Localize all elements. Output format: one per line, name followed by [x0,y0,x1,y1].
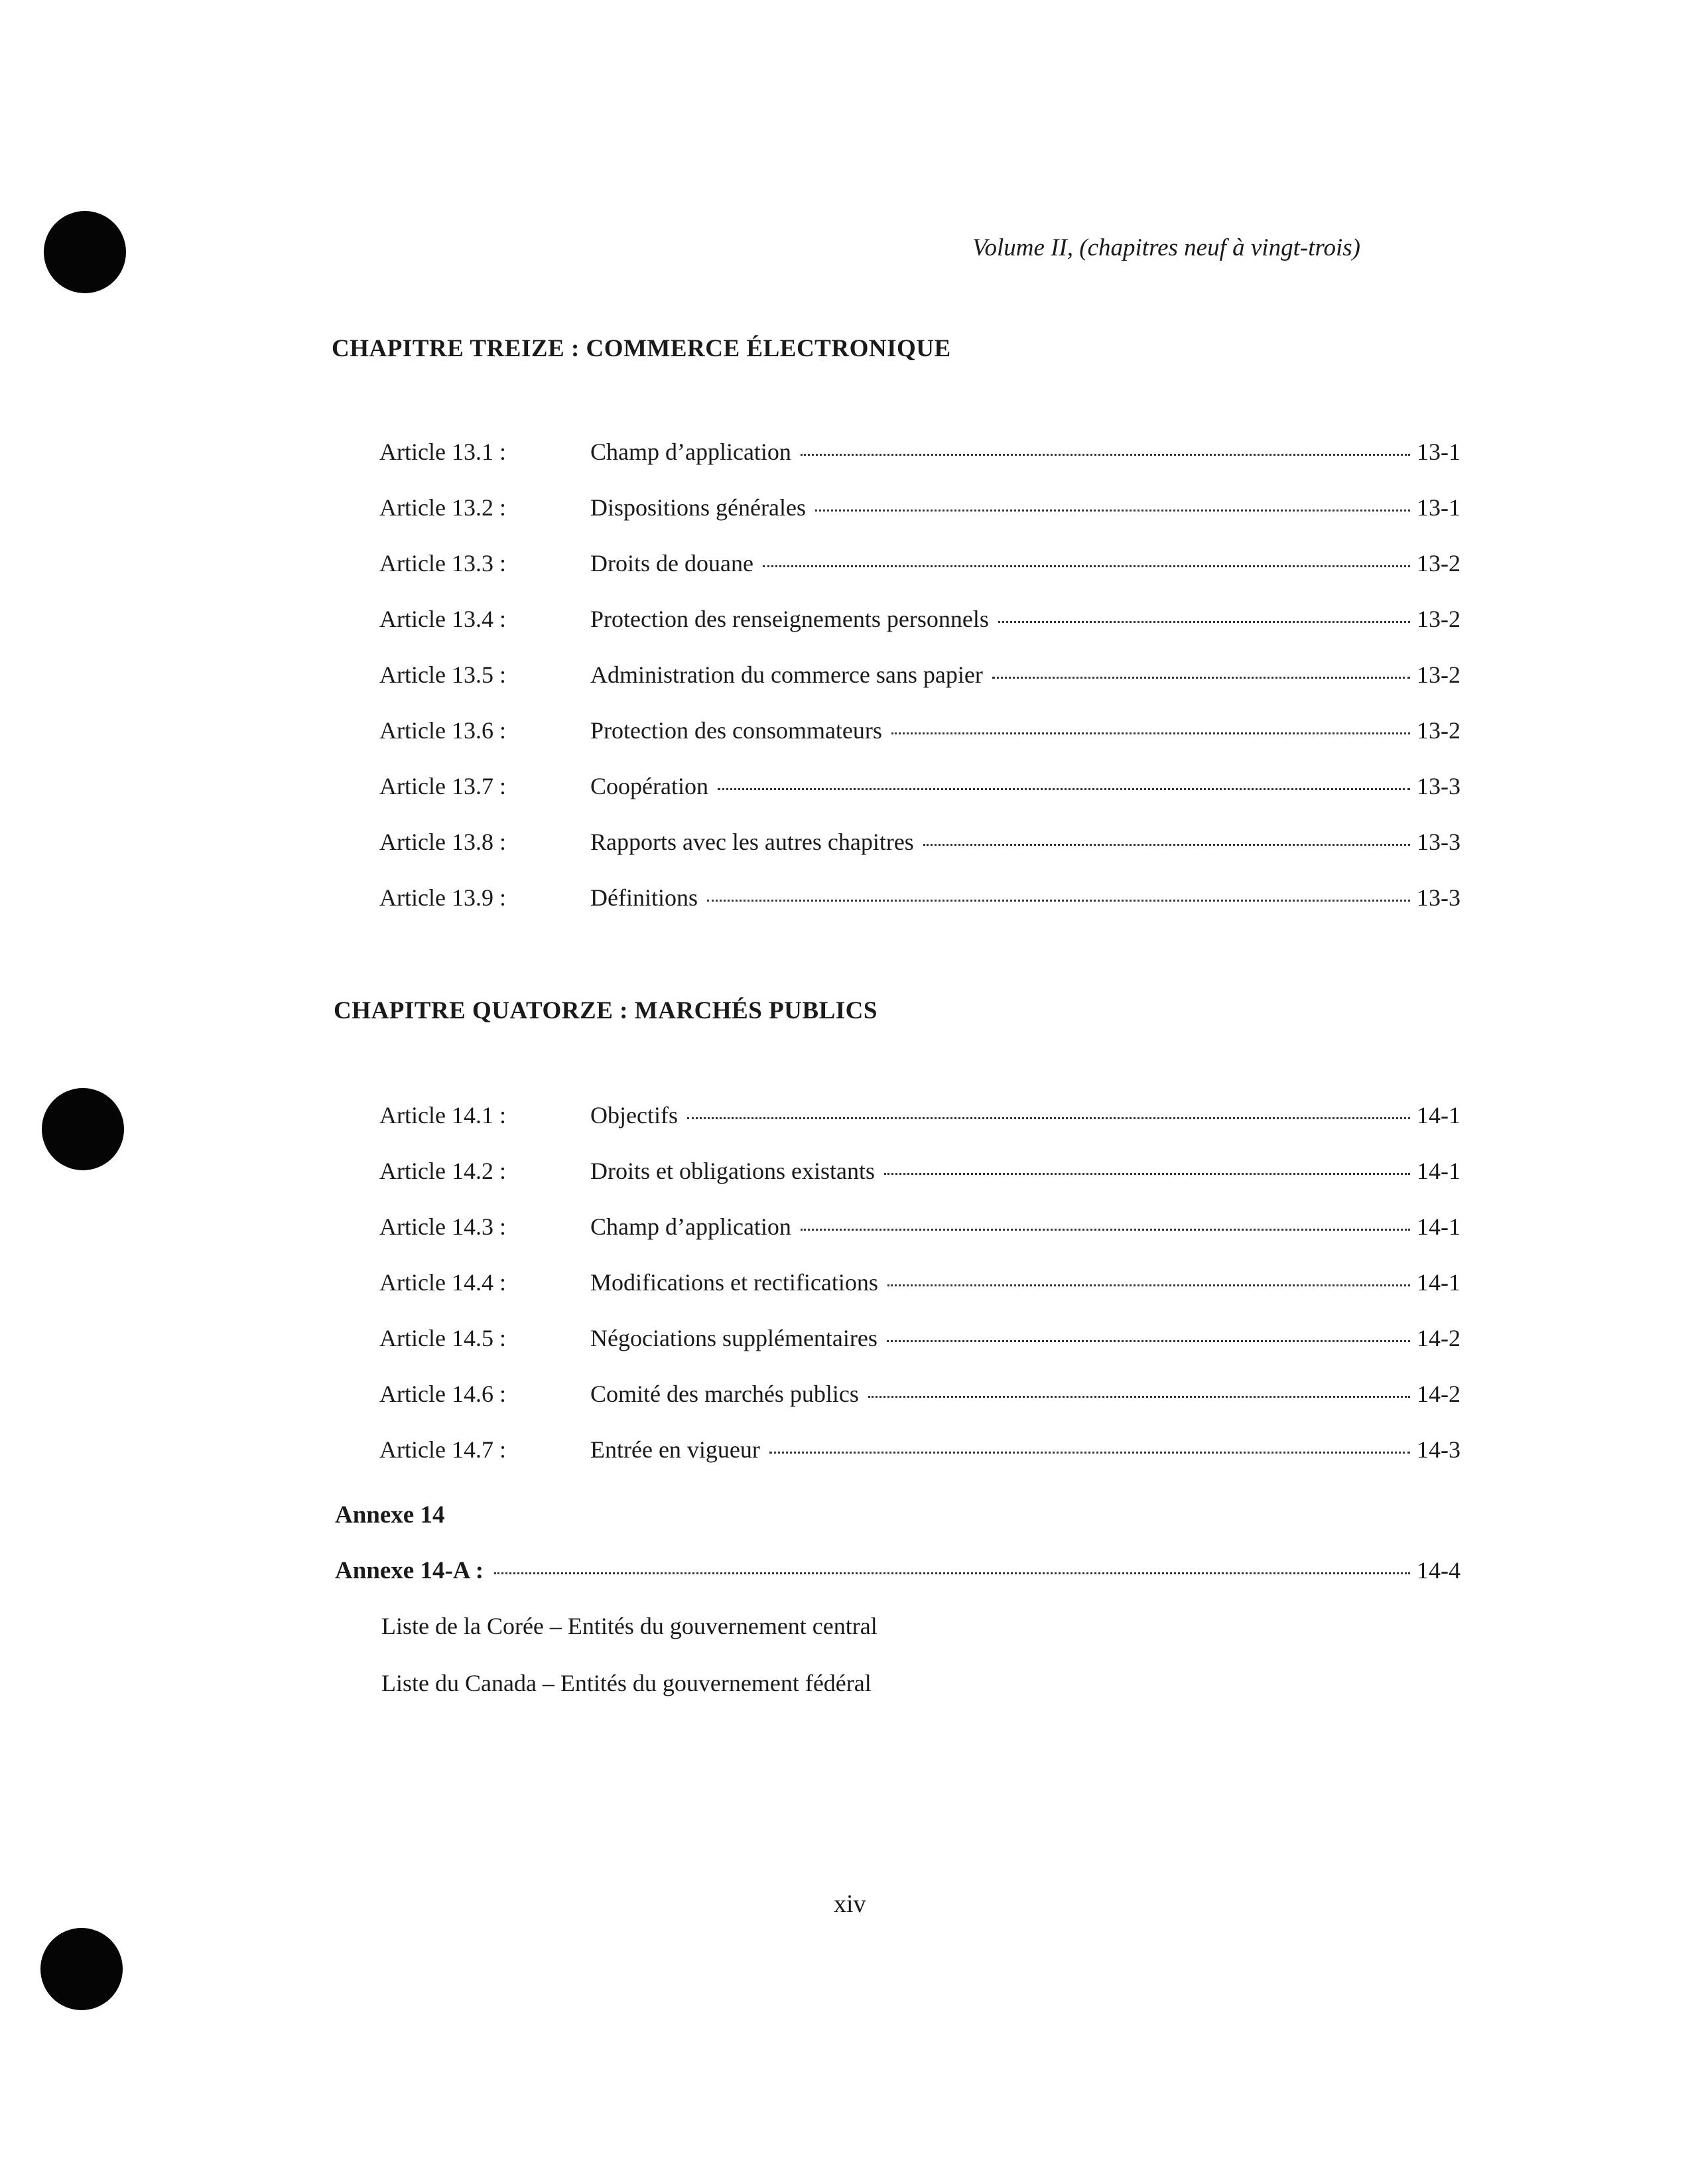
article-number: Article 13.7 : [379,773,506,799]
dot-leader [769,1452,1410,1454]
article-title: Protection des renseignements personnels [590,606,989,632]
chapter-13-title: CHAPITRE TREIZE : COMMERCE ÉLECTRONIQUE [332,335,951,362]
article-title: Objectifs [590,1102,678,1128]
punch-hole [40,1928,123,2010]
article-number: Article 13.5 : [379,661,506,688]
article-number: Article 14.4 : [379,1269,506,1296]
toc-entry[interactable] [379,661,1461,717]
annex-14a-entry[interactable] [335,1556,1461,1585]
dot-leader [687,1117,1410,1119]
toc-entry[interactable] [379,605,1461,661]
article-title: Champ d’application [590,439,791,465]
dot-leader [887,1284,1410,1286]
punch-hole [44,211,126,293]
page-ref: 13-3 [1417,884,1461,911]
page-ref: 13-3 [1417,829,1461,855]
toc-entry[interactable] [379,717,1461,772]
article-number: Article 14.2 : [379,1158,506,1184]
page-ref: 14-1 [1417,1269,1461,1296]
toc-entry[interactable] [379,1380,1461,1436]
toc-entry[interactable] [379,828,1461,884]
page-ref: 14-4 [1417,1557,1461,1584]
article-number: Article 13.2 : [379,494,506,521]
article-number: Article 13.9 : [379,884,506,911]
punch-hole [42,1088,124,1170]
volume-header: Volume II, (chapitres neuf à vingt-trois) [972,234,1360,261]
article-number: Article 14.3 : [379,1213,506,1240]
annex-heading: Annexe 14 [335,1501,445,1529]
article-title: Champ d’application [590,1213,791,1240]
toc-entry[interactable] [379,1157,1461,1213]
article-title: Dispositions générales [590,494,806,521]
dot-leader [718,788,1410,790]
page-ref: 13-2 [1417,550,1461,577]
toc-entry[interactable] [379,772,1461,828]
annex-label: Annexe 14-A : [335,1557,484,1584]
toc-entry[interactable] [379,1101,1461,1157]
article-number: Article 14.7 : [379,1436,506,1463]
dot-leader [884,1173,1410,1175]
toc-entry[interactable] [379,494,1461,549]
page-ref: 13-1 [1417,494,1461,521]
article-number: Article 13.6 : [379,717,506,744]
article-number: Article 14.5 : [379,1325,506,1351]
chapter-14-toc [379,1101,1461,1491]
chapter-14-title: CHAPITRE QUATORZE : MARCHÉS PUBLICS [334,997,878,1024]
page-ref: 13-3 [1417,773,1461,799]
page-ref: 14-2 [1417,1381,1461,1407]
article-number: Article 13.8 : [379,829,506,855]
page-ref: 13-2 [1417,606,1461,632]
dot-leader [891,732,1410,734]
page-ref: 13-2 [1417,717,1461,744]
page-ref: 13-1 [1417,439,1461,465]
page-number: xiv [834,1890,866,1918]
article-number: Article 14.6 : [379,1381,506,1407]
article-title: Modifications et rectifications [590,1269,878,1296]
annex-list-item: Liste du Canada – Entités du gouvernement fédéral [381,1670,872,1696]
dot-leader [923,844,1410,846]
page-ref: 14-3 [1417,1436,1461,1463]
dot-leader [998,621,1410,623]
toc-entry[interactable] [379,884,1461,939]
article-title: Coopération [590,773,708,799]
dot-leader [707,900,1410,902]
page-ref: 14-1 [1417,1213,1461,1240]
article-title: Négociations supplémentaires [590,1325,878,1351]
toc-entry[interactable] [379,549,1461,605]
toc-entry[interactable] [379,1324,1461,1380]
dot-leader [494,1572,1410,1574]
toc-entry[interactable] [379,1213,1461,1268]
page-ref: 14-1 [1417,1102,1461,1128]
dot-leader [763,565,1410,567]
page-ref: 14-1 [1417,1158,1461,1184]
toc-entry[interactable] [379,438,1461,494]
article-title: Administration du commerce sans papier [590,661,983,688]
article-title: Définitions [590,884,698,911]
article-title: Comité des marchés publics [590,1381,859,1407]
annex-list-item: Liste de la Corée – Entités du gouvernement central [381,1613,878,1639]
dot-leader [801,454,1410,456]
page-ref: 13-2 [1417,661,1461,688]
dot-leader [992,677,1410,679]
article-number: Article 13.3 : [379,550,506,577]
article-number: Article 13.1 : [379,439,506,465]
dot-leader [801,1229,1410,1231]
toc-entry[interactable] [379,1436,1461,1491]
toc-entry[interactable] [379,1268,1461,1324]
article-number: Article 13.4 : [379,606,506,632]
dot-leader [815,510,1410,512]
article-title: Protection des consommateurs [590,717,882,744]
article-title: Entrée en vigueur [590,1436,760,1463]
dot-leader [868,1396,1410,1398]
article-number: Article 14.1 : [379,1102,506,1128]
article-title: Droits et obligations existants [590,1158,875,1184]
article-title: Rapports avec les autres chapitres [590,829,914,855]
page-ref: 14-2 [1417,1325,1461,1351]
chapter-13-toc [379,438,1461,939]
article-title: Droits de douane [590,550,753,577]
dot-leader [887,1340,1410,1342]
